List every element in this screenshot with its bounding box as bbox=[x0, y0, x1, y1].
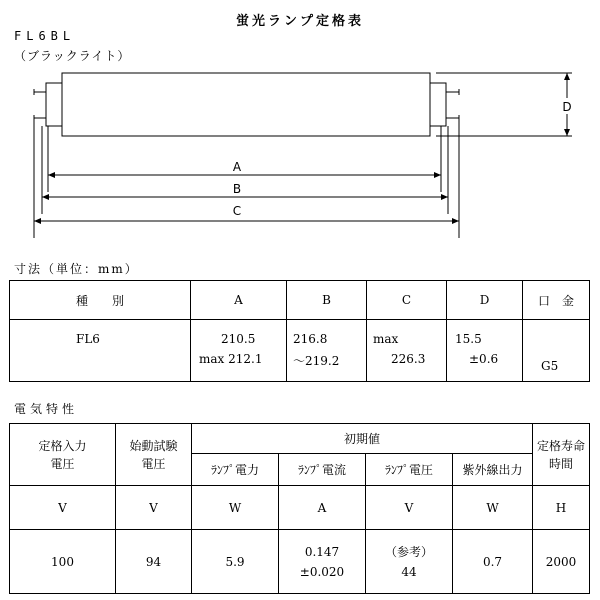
unit-rated-input-voltage: V bbox=[10, 486, 116, 530]
dim-label-a: A bbox=[232, 160, 242, 174]
arrow-b-right bbox=[441, 194, 448, 200]
arrow-b-left bbox=[42, 194, 49, 200]
header-start-test-voltage: 始動試験 電圧 bbox=[116, 424, 192, 486]
left-end-cap bbox=[46, 83, 62, 126]
arrow-a-left bbox=[48, 172, 55, 178]
dim-label-d: D bbox=[562, 100, 572, 114]
model-subtitle: （ブラックライト） bbox=[14, 49, 131, 63]
cell-base: G5 bbox=[541, 359, 559, 373]
header-initial-values: 初期値 bbox=[192, 424, 533, 454]
unit-lamp-voltage: V bbox=[366, 486, 453, 530]
arrow-c-left bbox=[34, 218, 41, 224]
dim-label-b: B bbox=[232, 182, 242, 196]
electrical-units-row bbox=[10, 486, 590, 530]
value-uv-output: 0.7 bbox=[453, 530, 533, 594]
cell-a-line2: max 212.1 bbox=[199, 352, 263, 366]
header-a: A bbox=[191, 281, 287, 320]
cell-type: FL6 bbox=[76, 332, 100, 346]
cell-d-line2: ±0.6 bbox=[469, 352, 499, 366]
header-lamp-current: ﾗﾝﾌﾟ電流 bbox=[279, 454, 366, 486]
value-rated-life: 2000 bbox=[533, 530, 590, 594]
cell-d-line1: 15.5 bbox=[455, 332, 482, 346]
value-lamp-power: 5.9 bbox=[192, 530, 279, 594]
value-start-test-voltage: 94 bbox=[116, 530, 192, 594]
value-rated-input-voltage: 100 bbox=[10, 530, 116, 594]
electrical-table bbox=[9, 423, 590, 594]
header-b: B bbox=[287, 281, 367, 320]
unit-rated-life: H bbox=[533, 486, 590, 530]
cell-b-line1: 216.8 bbox=[293, 332, 328, 346]
model-name: FL6BL bbox=[14, 29, 76, 43]
header-lamp-power: ﾗﾝﾌﾟ電力 bbox=[192, 454, 279, 486]
right-end-cap bbox=[430, 83, 446, 126]
arrow-a-right bbox=[434, 172, 441, 178]
unit-lamp-current: A bbox=[279, 486, 366, 530]
dimensions-header-row bbox=[10, 281, 590, 320]
unit-lamp-power: W bbox=[192, 486, 279, 530]
lamp-tube bbox=[62, 73, 430, 136]
unit-uv-output: W bbox=[453, 486, 533, 530]
electrical-header-row-1 bbox=[10, 424, 590, 454]
arrow-d-top bbox=[564, 73, 570, 80]
dimensions-heading: 寸法（単位：mm） bbox=[14, 262, 139, 276]
header-type: 種 別 bbox=[10, 281, 191, 320]
header-rated-input-voltage: 定格入力 電圧 bbox=[10, 424, 116, 486]
cell-a-line1: 210.5 bbox=[221, 332, 256, 346]
cell-c-line2: 226.3 bbox=[391, 352, 426, 366]
header-rated-life: 定格寿命 時間 bbox=[533, 424, 590, 486]
electrical-heading: 電気特性 bbox=[14, 402, 79, 416]
dimensions-table bbox=[9, 280, 590, 382]
dimensions-data-row bbox=[10, 320, 590, 382]
header-lamp-voltage: ﾗﾝﾌﾟ電圧 bbox=[366, 454, 453, 486]
dim-label-c: C bbox=[232, 204, 242, 218]
arrow-d-bottom bbox=[564, 129, 570, 136]
value-lamp-voltage-line1: （参考） bbox=[384, 544, 433, 559]
value-lamp-current-line1: 0.147 bbox=[304, 544, 340, 559]
electrical-values-row bbox=[10, 530, 590, 594]
cell-c-line1: max bbox=[373, 332, 399, 346]
page-title: 蛍光ランプ定格表 bbox=[235, 14, 364, 29]
value-lamp-voltage-line2: 44 bbox=[401, 564, 417, 579]
header-d: D bbox=[447, 281, 523, 320]
header-uv-output: 紫外線出力 bbox=[453, 454, 533, 486]
unit-start-test-voltage: V bbox=[116, 486, 192, 530]
lamp-dimension-diagram bbox=[0, 0, 600, 250]
header-c: C bbox=[367, 281, 447, 320]
value-lamp-current-line2: ±0.020 bbox=[299, 564, 345, 579]
header-base: 口 金 bbox=[523, 281, 590, 320]
arrow-c-right bbox=[452, 218, 459, 224]
cell-b-line2: ～219.2 bbox=[293, 354, 340, 368]
